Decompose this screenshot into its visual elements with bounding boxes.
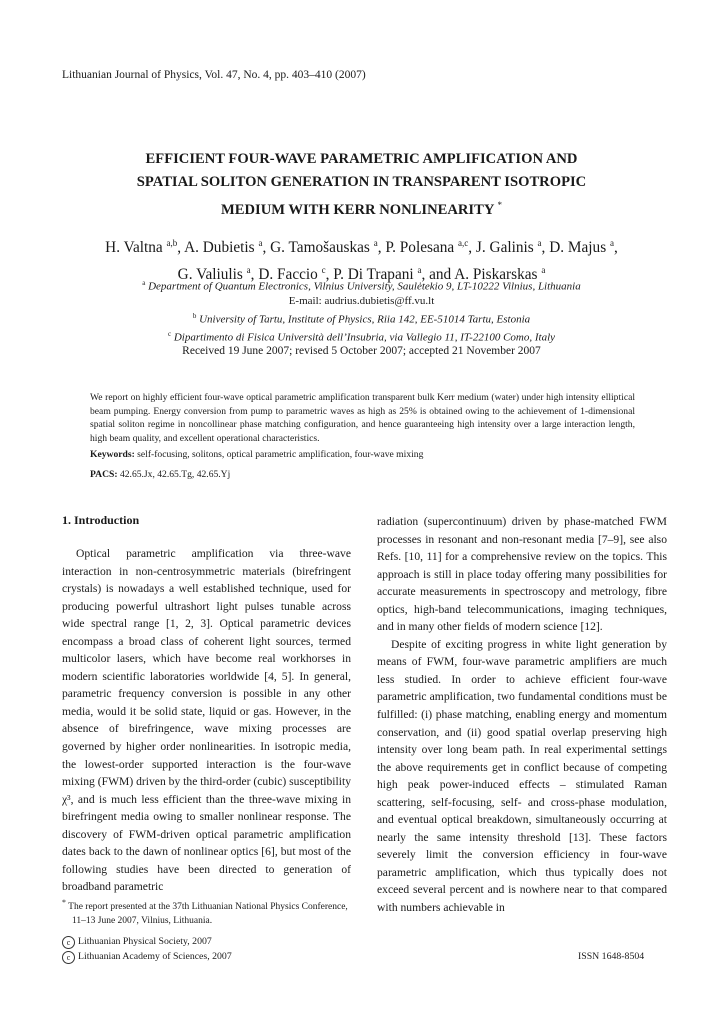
author-name: J. Galinis: [475, 239, 534, 257]
copyright-line-2: c Lithuanian Academy of Sciences, 2007: [62, 951, 232, 964]
copyright-icon: c: [62, 936, 75, 949]
author-list: H. Valtna $^{a,b}$, A. Dubietis $^a$, G. Tamošauskas $^a$, P. Polesana $^{a,c}$, J. Galinis $^a$, D. Majus $^a$, G. Valiulis $^a$, D. Faccio $^c$, P. Di Trapani $^a$, and A. Piskarskas $^a$: [105, 238, 618, 284]
author-name: D. Majus: [549, 239, 607, 257]
abstract: We report on highly efficient four-wave optical parametric amplification transparent bulk Kerr medium (water) under high intensity elliptical beam pumping. Energy conversion from pump to parametric waves as high as 25% is obtained owing to the achievement of 1-dimensional spatial soliton regime in noncollinear phase matching configuration, and hence guaranteeing high intensity over a large interaction length, high beam quality, and excellent operational characteristics.: [90, 392, 635, 444]
author-name: G. Tamošauskas: [270, 239, 370, 257]
paragraph: Optical parametric amplification via three-wave interaction in non-centrosymmetric materials (birefringent crystals) is nowadays a well established technique, used for producing powerful ultrashort light pulses tunable across wide spectral range [1, 2, 3]. Optical parametric devices encompass a broad class of coherent light sources, termed multicolor lasers, which have become real workhorses in modern scientific laboratories worldwide [4, 5]. In general, parametric frequency conversion is possible in any other media, would it be solid state, liquid or gas. However, in the absence of birefringence, wave mixing processes are governed by higher order nonlinearities. In isotropic media, the lowest-order supported interaction is the four-wave mixing (FWM) driven by the third-order (cubic) susceptibility χ³, and is much less efficient than the three-wave mixing in birefringent media owing to smaller nonlinear response. The discovery of FWM-driven optical parametric amplification dates back to the dawn of nonlinear optics [6], but most of the following studies have been directed to generation of broadband parametric: [62, 547, 351, 894]
journal-header: Lithuanian Journal of Physics, Vol. 47, No. 4, pp. 403–410 (2007): [62, 69, 366, 81]
author-name: D. Faccio: [258, 266, 318, 284]
author-affiliation-mark: c: [321, 265, 326, 276]
author-name: H. Valtna: [105, 239, 163, 257]
left-column: [62, 545, 351, 896]
keywords: Keywords: self-focusing, solitons, optical parametric amplification, four-wave mixing: [90, 449, 424, 460]
copyright-icon: c: [62, 951, 75, 964]
affiliations: [60, 276, 663, 345]
title-line-1: EFFICIENT FOUR-WAVE PARAMETRIC AMPLIFICATION AND: [145, 151, 578, 167]
contact-email: E-mail: audrius.dubietis@ff.vu.lt: [288, 295, 435, 308]
author-affiliation-mark: a: [258, 238, 263, 248]
copyright-line-1: c Lithuanian Physical Society, 2007: [62, 936, 212, 949]
pacs-codes: PACS: 42.65.Jx, 42.65.Tg, 42.65.Yj: [90, 469, 231, 480]
author-name: A. Dubietis: [184, 239, 255, 257]
author-name: G. Valiulis: [177, 266, 243, 284]
author-affiliation-mark: a: [246, 265, 251, 276]
author-name: P. Polesana: [385, 239, 455, 257]
author-affiliation-mark: a: [541, 265, 546, 276]
affiliation-c: $^c$ Dipartimento di Fisica Università dell’Insubria, via Vallegio 11, IT-22100 Como, Italy: [167, 329, 556, 344]
title-footnote-mark: *: [497, 200, 502, 210]
author-affiliation-mark: a,c: [458, 238, 469, 248]
title-line-2: SPATIAL SOLITON GENERATION IN TRANSPARENT ISOTROPIC: [136, 174, 587, 190]
author-affiliation-mark: a: [537, 238, 542, 248]
title-line-3: MEDIUM WITH KERR NONLINEARITY *: [220, 200, 502, 218]
author-affiliation-mark: a: [373, 238, 378, 248]
author-name: A. Piskarskas: [454, 266, 538, 284]
issn: ISSN 1648-8504: [578, 951, 645, 962]
paper-title: [60, 148, 663, 222]
author-affiliation-mark: a: [417, 265, 422, 276]
author-affiliation-mark: a,b: [166, 238, 178, 248]
author-name: P. Di Trapani: [333, 266, 414, 284]
section-title: 1. Introduction: [62, 513, 140, 527]
received-dates: Received 19 June 2007; revised 5 October 2007; accepted 21 November 2007: [182, 345, 541, 357]
affiliation-a: $^a$ Department of Quantum Electronics, Vilnius University, Saulėtekio 9, LT-10222 Vilnius, Lithuania: [142, 279, 581, 293]
author-affiliation-mark: a: [609, 238, 614, 248]
paragraph: radiation (supercontinuum) driven by phase-matched FWM processes in resonant and non-resonant media [7–9], see also Refs. [10, 11] for a comprehensive review on the topics. This approach is still in place today offering many possibilities for accurate measurements in spectroscopy and metrology, fibre optics, high-band telecommunications, imaging techniques, and in many other fields of modern science [12].: [377, 515, 667, 634]
affiliation-b: $^b$ University of Tartu, Institute of Physics, Riia 142, EE-51014 Tartu, Estonia: [192, 311, 531, 326]
footnote: * The report presented at the 37th Lithuanian National Physics Conference, 11–13 June 2007, Vilnius, Lithuania.: [62, 898, 348, 926]
paragraph: Despite of exciting progress in white light generation by means of FWM, four-wave parametric amplifiers are much less studied. In order to achieve efficient four-wave parametric amplification, two fundamental conditions must be fulfilled: (i) phase matching, enabling energy and momentum conservation, and (ii) good spatial overlap preserving high intensity over long beam path. In real experimental settings the above requirements get in conflict because of competing high peak power-induced effects – stimulated Raman scattering, self-focusing, self- and cross-phase modulation, and eventual optical breakdown, simultaneously occurring at nearly the same intensity threshold [13]. These factors severely limit the conversion efficiency in four-wave parametric amplification, which thus typically does not exceed several percent and is nowhere near to that compared with numbers achievable in: [377, 637, 667, 915]
right-column: [377, 513, 667, 917]
